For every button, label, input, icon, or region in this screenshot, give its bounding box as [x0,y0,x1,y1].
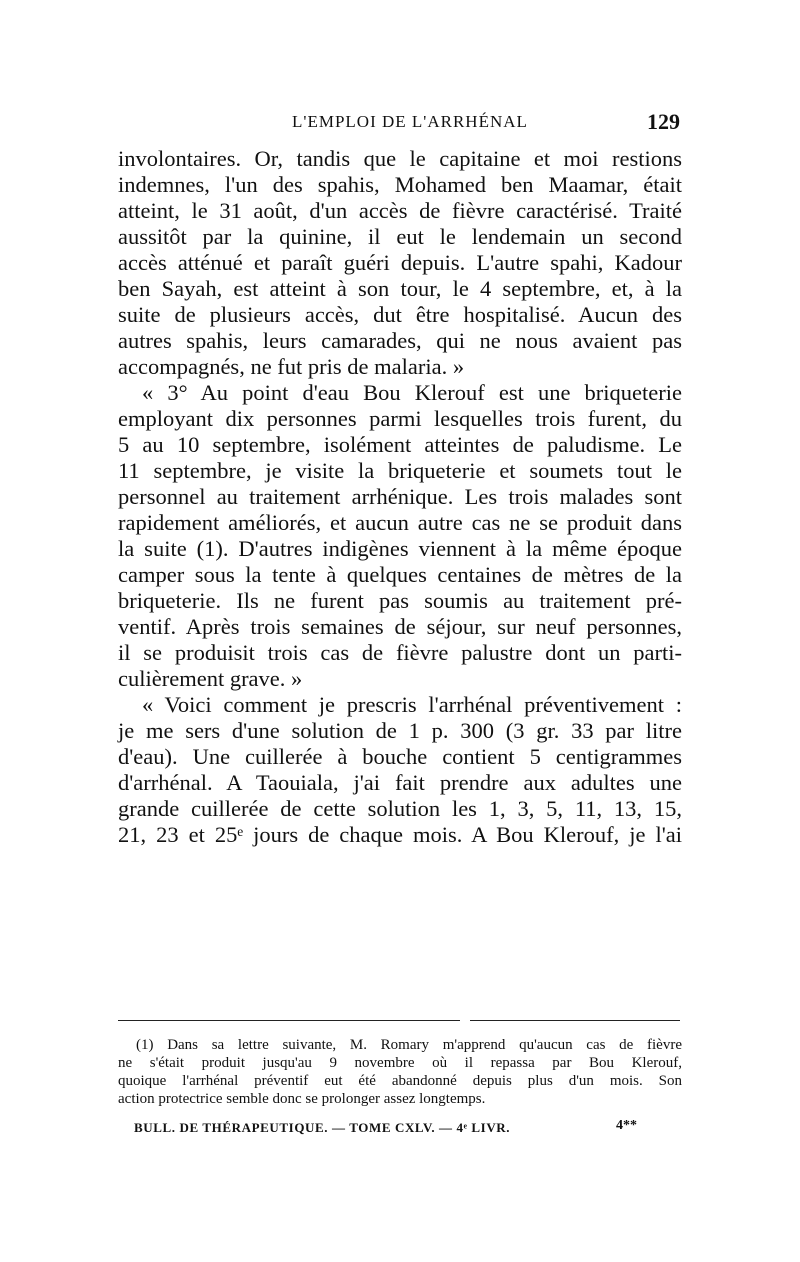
body-line: employant dix personnes parmi lesquelles trois furent, du [118,406,682,431]
footnote-separator [118,1020,460,1021]
footnote-line: (1) Dans sa lettre suivante, M. Romary m'apprend qu'aucun cas de fièvre [136,1037,682,1053]
body-line: involontaires. Or, tandis que le capitaine et moi restions [118,146,682,171]
body-line: je me sers d'une solution de 1 p. 300 (3 gr. 33 par litre [118,718,682,743]
footnote-line: quoique l'arrhénal préventif eut été abandonné depuis plus d'un mois. Son [118,1073,682,1089]
printer-signature [134,1120,674,1140]
footnote-line: ne s'était produit jusqu'au 9 novembre où il repassa par Bou Klerouf, [118,1055,682,1071]
body-line: briqueterie. Ils ne furent pas soumis au traitement pré- [118,588,682,613]
body-line: grande cuillerée de cette solution les 1, 3, 5, 11, 13, 15, [118,796,682,821]
footnote-separator [470,1020,680,1021]
body-line: « 3° Au point d'eau Bou Klerouf est une briqueterie [142,380,682,405]
body-line: suite de plusieurs accès, dut être hospitalisé. Aucun des [118,302,682,327]
body-line: 5 au 10 septembre, isolément atteintes de paludisme. Le [118,432,682,457]
body-line: d'eau). Une cuillerée à bouche contient 5 centigrammes [118,744,682,769]
body-line: camper sous la tente à quelques centaines de mètres de la [118,562,682,587]
body-line: accès atténué et paraît guéri depuis. L'autre spahi, Kadour [118,250,682,275]
body-line: rapidement améliorés, et aucun autre cas ne se produit dans [118,510,682,535]
body-line: accompagnés, ne fut pris de malaria. » [118,354,465,379]
footnote [118,1036,682,1108]
body-line: ben Sayah, est atteint à son tour, le 4 septembre, et, à la [118,276,682,301]
body-line: d'arrhénal. A Taouiala, j'ai fait prendre aux adultes une [118,770,682,795]
body-line: culièrement grave. » [118,666,303,691]
body-line: indemnes, l'un des spahis, Mohamed ben Maamar, était [118,172,682,197]
body-text [118,146,682,848]
body-line: ventif. Après trois semaines de séjour, sur neuf personnes, [118,614,682,639]
body-line: aussitôt par la quinine, il eut le lendemain un second [118,224,682,249]
body-line: il se produisit trois cas de fièvre palustre dont un parti- [118,640,682,665]
body-line: 21, 23 et 25ᵉ jours de chaque mois. A Bou Klerouf, je l'ai [118,822,682,847]
body-line: personnel au traitement arrhénique. Les trois malades sont [118,484,682,509]
running-head [118,109,680,142]
signature-text: BULL. DE THÉRAPEUTIQUE. — TOME CXLV. — 4ᵉ LIVR. [134,1120,511,1135]
body-line: la suite (1). D'autres indigènes viennent à la même époque [118,536,682,561]
signature-mark: 4** [616,1118,637,1133]
body-line: autres spahis, leurs camarades, qui ne nous avaient pas [118,328,682,353]
running-title: L'EMPLOI DE L'ARRHÉNAL [292,112,528,131]
body-line: 11 septembre, je visite la briqueterie et soumets tout le [118,458,682,483]
body-line: « Voici comment je prescris l'arrhénal préventivement : [142,692,682,717]
body-line: atteint, le 31 août, d'un accès de fièvre caractérisé. Traité [118,198,682,223]
footnote-line: action protectrice semble donc se prolonger assez longtemps. [118,1091,486,1107]
page-number: 129 [647,109,680,134]
